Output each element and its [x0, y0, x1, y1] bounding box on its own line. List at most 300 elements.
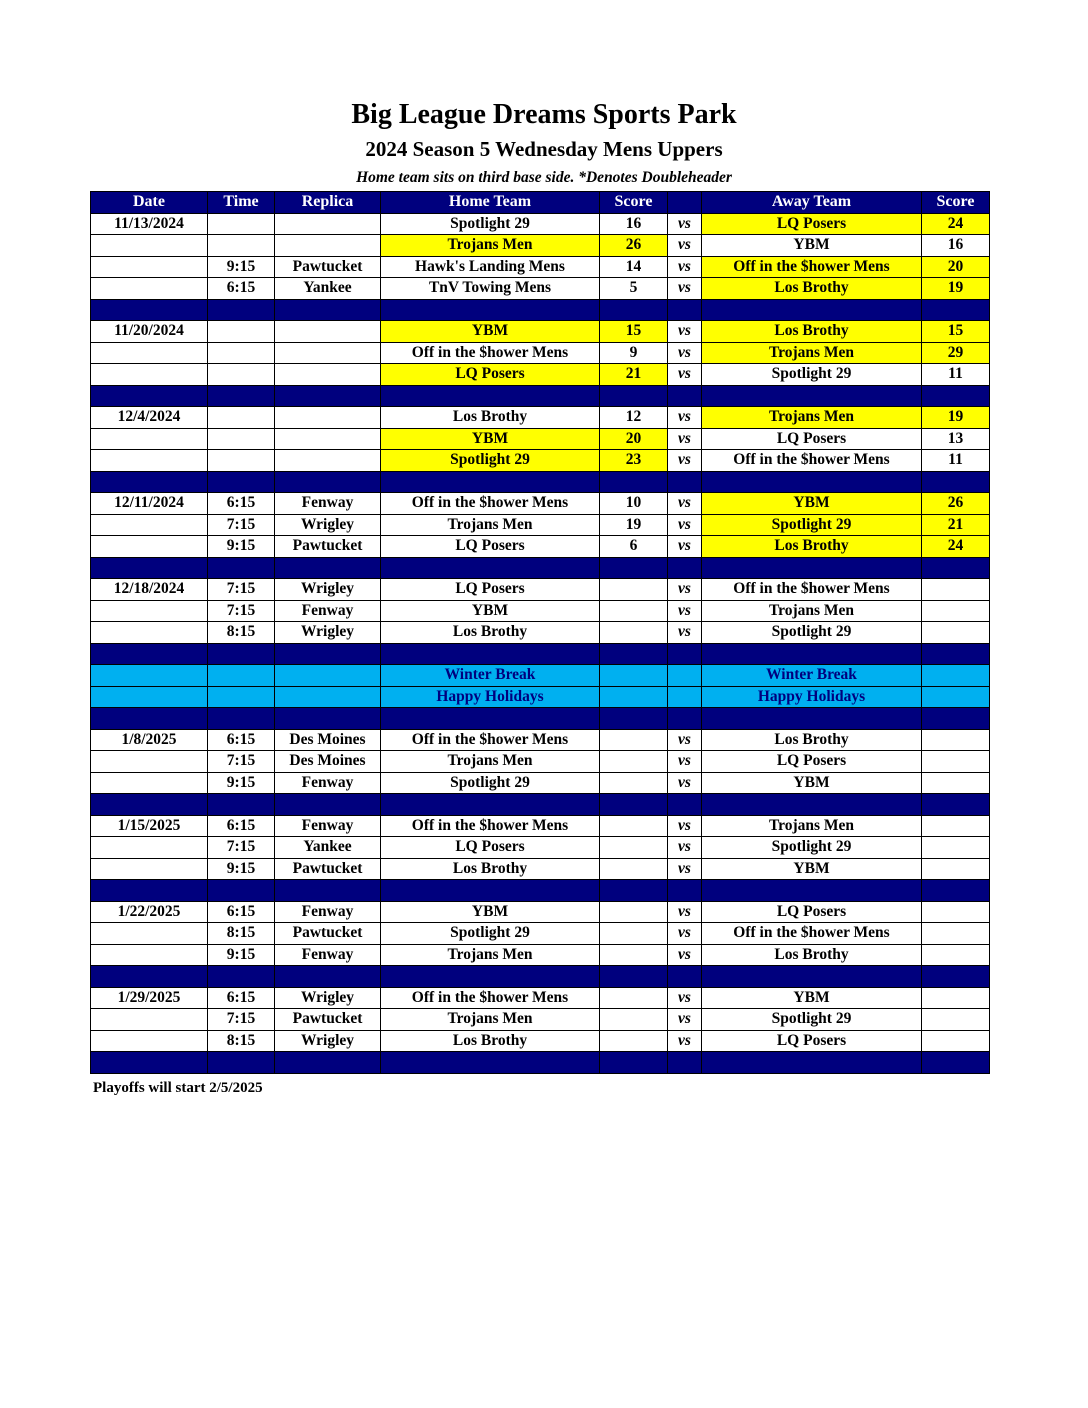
separator-cell: [600, 643, 668, 665]
separator-cell: [922, 385, 990, 407]
date-cell: [91, 751, 208, 773]
away-score-cell: [922, 901, 990, 923]
vs-cell: vs: [668, 751, 702, 773]
home-team-cell: LQ Posers: [381, 579, 600, 601]
separator-cell: [381, 794, 600, 816]
separator-cell: [275, 471, 381, 493]
schedule-table: [90, 191, 990, 1074]
time-cell: 6:15: [208, 729, 275, 751]
home-score-cell: 26: [600, 235, 668, 257]
away-team-cell: Trojans Men: [702, 600, 922, 622]
game-row: [91, 987, 990, 1009]
home-team-cell: Trojans Men: [381, 751, 600, 773]
col-header-date: Date: [91, 192, 208, 214]
game-row: [91, 213, 990, 235]
replica-cell: Yankee: [275, 278, 381, 300]
home-score-cell: 19: [600, 514, 668, 536]
col-header-home-score: Score: [600, 192, 668, 214]
home-team-cell: Trojans Men: [381, 235, 600, 257]
date-cell: [91, 944, 208, 966]
replica-cell: [275, 428, 381, 450]
separator-cell: [702, 385, 922, 407]
home-score-cell: [600, 686, 668, 708]
date-cell: 1/15/2025: [91, 815, 208, 837]
time-cell: 8:15: [208, 1030, 275, 1052]
away-team-cell: Spotlight 29: [702, 622, 922, 644]
separator-cell: [275, 966, 381, 988]
home-score-cell: [600, 858, 668, 880]
vs-cell: vs: [668, 450, 702, 472]
home-score-cell: [600, 772, 668, 794]
date-cell: [91, 342, 208, 364]
game-row: [91, 536, 990, 558]
separator-cell: [275, 1052, 381, 1074]
date-cell: [91, 514, 208, 536]
home-team-cell: Spotlight 29: [381, 213, 600, 235]
replica-cell: [275, 321, 381, 343]
separator-cell: [381, 557, 600, 579]
replica-cell: Fenway: [275, 815, 381, 837]
separator-row: [91, 557, 990, 579]
separator-cell: [275, 880, 381, 902]
replica-cell: Pawtucket: [275, 536, 381, 558]
home-score-cell: 10: [600, 493, 668, 515]
separator-cell: [702, 794, 922, 816]
replica-cell: Wrigley: [275, 987, 381, 1009]
separator-cell: [381, 471, 600, 493]
date-cell: [91, 450, 208, 472]
game-row: [91, 514, 990, 536]
replica-cell: [275, 450, 381, 472]
separator-row: [91, 880, 990, 902]
replica-cell: [275, 235, 381, 257]
time-cell: [208, 235, 275, 257]
game-row: [91, 751, 990, 773]
date-cell: 12/18/2024: [91, 579, 208, 601]
separator-cell: [922, 643, 990, 665]
vs-cell: vs: [668, 944, 702, 966]
home-team-cell: Off in the $hower Mens: [381, 493, 600, 515]
date-cell: [91, 536, 208, 558]
separator-cell: [208, 966, 275, 988]
away-score-cell: [922, 751, 990, 773]
date-cell: [91, 772, 208, 794]
vs-cell: vs: [668, 1030, 702, 1052]
home-score-cell: [600, 579, 668, 601]
replica-cell: Wrigley: [275, 579, 381, 601]
date-cell: [91, 622, 208, 644]
separator-cell: [600, 557, 668, 579]
game-row: [91, 944, 990, 966]
break-label-away: Happy Holidays: [702, 686, 922, 708]
vs-cell: vs: [668, 235, 702, 257]
vs-cell: vs: [668, 493, 702, 515]
replica-cell: Wrigley: [275, 514, 381, 536]
separator-cell: [91, 880, 208, 902]
away-team-cell: LQ Posers: [702, 901, 922, 923]
away-team-cell: Spotlight 29: [702, 514, 922, 536]
separator-cell: [381, 643, 600, 665]
separator-cell: [668, 557, 702, 579]
game-row: [91, 837, 990, 859]
game-row: [91, 428, 990, 450]
separator-cell: [91, 299, 208, 321]
separator-row: [91, 966, 990, 988]
home-team-cell: YBM: [381, 600, 600, 622]
away-team-cell: YBM: [702, 858, 922, 880]
away-score-cell: [922, 858, 990, 880]
home-score-cell: 20: [600, 428, 668, 450]
away-score-cell: [922, 772, 990, 794]
game-row: [91, 901, 990, 923]
replica-cell: Fenway: [275, 772, 381, 794]
game-row: [91, 729, 990, 751]
vs-cell: vs: [668, 923, 702, 945]
date-cell: 1/29/2025: [91, 987, 208, 1009]
separator-cell: [275, 299, 381, 321]
time-cell: 7:15: [208, 514, 275, 536]
separator-cell: [922, 880, 990, 902]
home-team-cell: Spotlight 29: [381, 923, 600, 945]
home-score-cell: 5: [600, 278, 668, 300]
home-score-cell: [600, 837, 668, 859]
separator-cell: [275, 385, 381, 407]
time-cell: 7:15: [208, 837, 275, 859]
home-team-cell: Spotlight 29: [381, 450, 600, 472]
time-cell: [208, 342, 275, 364]
away-score-cell: 21: [922, 514, 990, 536]
away-score-cell: 15: [922, 321, 990, 343]
away-score-cell: [922, 600, 990, 622]
date-cell: 12/11/2024: [91, 493, 208, 515]
home-score-cell: 23: [600, 450, 668, 472]
away-score-cell: [922, 815, 990, 837]
separator-cell: [702, 471, 922, 493]
separator-cell: [922, 966, 990, 988]
home-team-cell: Los Brothy: [381, 622, 600, 644]
home-team-cell: Trojans Men: [381, 514, 600, 536]
vs-cell: vs: [668, 321, 702, 343]
home-team-cell: Spotlight 29: [381, 772, 600, 794]
header-note: Home team sits on third base side. *Denotes Doubleheader: [356, 169, 732, 186]
away-team-cell: Off in the $hower Mens: [702, 923, 922, 945]
separator-cell: [600, 385, 668, 407]
col-header-replica: Replica: [275, 192, 381, 214]
date-cell: [91, 1009, 208, 1031]
game-row: [91, 450, 990, 472]
vs-cell: vs: [668, 364, 702, 386]
time-cell: 6:15: [208, 278, 275, 300]
home-score-cell: [600, 987, 668, 1009]
away-team-cell: Los Brothy: [702, 944, 922, 966]
home-team-cell: YBM: [381, 321, 600, 343]
separator-cell: [381, 880, 600, 902]
away-score-cell: [922, 923, 990, 945]
home-team-cell: TnV Towing Mens: [381, 278, 600, 300]
away-team-cell: Off in the $hower Mens: [702, 256, 922, 278]
col-header-away-score: Score: [922, 192, 990, 214]
separator-cell: [668, 299, 702, 321]
away-score-cell: [922, 686, 990, 708]
schedule-body: [91, 213, 990, 1073]
date-cell: [91, 235, 208, 257]
away-team-cell: YBM: [702, 493, 922, 515]
separator-cell: [208, 880, 275, 902]
separator-cell: [91, 966, 208, 988]
col-header-home-team: Home Team: [381, 192, 600, 214]
col-header-time: Time: [208, 192, 275, 214]
away-score-cell: 26: [922, 493, 990, 515]
home-score-cell: [600, 751, 668, 773]
break-row: [91, 686, 990, 708]
vs-cell: vs: [668, 256, 702, 278]
replica-cell: Pawtucket: [275, 923, 381, 945]
replica-cell: Fenway: [275, 600, 381, 622]
separator-cell: [668, 794, 702, 816]
time-cell: 8:15: [208, 622, 275, 644]
away-score-cell: [922, 1030, 990, 1052]
home-team-cell: LQ Posers: [381, 837, 600, 859]
separator-cell: [702, 880, 922, 902]
separator-cell: [668, 385, 702, 407]
page-title: Big League Dreams Sports Park: [351, 99, 737, 130]
replica-cell: Fenway: [275, 493, 381, 515]
separator-row: [91, 1052, 990, 1074]
time-cell: 9:15: [208, 256, 275, 278]
home-score-cell: [600, 600, 668, 622]
time-cell: 6:15: [208, 815, 275, 837]
time-cell: 7:15: [208, 751, 275, 773]
date-cell: [91, 364, 208, 386]
separator-row: [91, 299, 990, 321]
col-header-away-team: Away Team: [702, 192, 922, 214]
date-cell: [91, 923, 208, 945]
separator-cell: [91, 643, 208, 665]
separator-cell: [208, 471, 275, 493]
game-row: [91, 364, 990, 386]
game-row: [91, 256, 990, 278]
home-score-cell: [600, 923, 668, 945]
home-score-cell: 14: [600, 256, 668, 278]
home-team-cell: YBM: [381, 901, 600, 923]
separator-cell: [381, 966, 600, 988]
game-row: [91, 493, 990, 515]
separator-cell: [600, 1052, 668, 1074]
separator-row: [91, 385, 990, 407]
home-score-cell: 16: [600, 213, 668, 235]
game-row: [91, 1009, 990, 1031]
home-team-cell: LQ Posers: [381, 364, 600, 386]
break-row: [91, 665, 990, 687]
separator-cell: [702, 708, 922, 730]
separator-cell: [208, 794, 275, 816]
time-cell: 6:15: [208, 901, 275, 923]
home-score-cell: [600, 665, 668, 687]
separator-cell: [208, 1052, 275, 1074]
vs-cell: vs: [668, 1009, 702, 1031]
replica-cell: Des Moines: [275, 751, 381, 773]
home-score-cell: [600, 622, 668, 644]
away-score-cell: [922, 1009, 990, 1031]
vs-cell: vs: [668, 536, 702, 558]
replica-cell: Fenway: [275, 901, 381, 923]
time-cell: 9:15: [208, 944, 275, 966]
col-header-vs: [668, 192, 702, 214]
vs-cell: vs: [668, 772, 702, 794]
game-row: [91, 235, 990, 257]
date-cell: 1/22/2025: [91, 901, 208, 923]
vs-cell: vs: [668, 278, 702, 300]
away-score-cell: [922, 665, 990, 687]
away-team-cell: Trojans Men: [702, 342, 922, 364]
home-team-cell: Los Brothy: [381, 407, 600, 429]
date-cell: 12/4/2024: [91, 407, 208, 429]
time-cell: [208, 213, 275, 235]
separator-cell: [922, 1052, 990, 1074]
replica-cell: [275, 364, 381, 386]
home-score-cell: [600, 815, 668, 837]
vs-cell: vs: [668, 514, 702, 536]
time-cell: [208, 428, 275, 450]
separator-cell: [702, 557, 922, 579]
separator-cell: [668, 643, 702, 665]
home-team-cell: Trojans Men: [381, 1009, 600, 1031]
time-cell: 7:15: [208, 1009, 275, 1031]
away-score-cell: 11: [922, 364, 990, 386]
game-row: [91, 815, 990, 837]
home-score-cell: [600, 944, 668, 966]
home-team-cell: Hawk's Landing Mens: [381, 256, 600, 278]
away-team-cell: Spotlight 29: [702, 837, 922, 859]
replica-cell: Yankee: [275, 837, 381, 859]
separator-cell: [600, 880, 668, 902]
separator-cell: [91, 1052, 208, 1074]
away-team-cell: Los Brothy: [702, 729, 922, 751]
away-team-cell: LQ Posers: [702, 428, 922, 450]
replica-cell: [275, 407, 381, 429]
away-team-cell: Off in the $hower Mens: [702, 450, 922, 472]
vs-cell: vs: [668, 600, 702, 622]
game-row: [91, 407, 990, 429]
time-cell: [208, 686, 275, 708]
separator-cell: [600, 708, 668, 730]
away-team-cell: Los Brothy: [702, 321, 922, 343]
time-cell: [208, 407, 275, 429]
break-label-home: Winter Break: [381, 665, 600, 687]
vs-cell: [668, 665, 702, 687]
home-team-cell: Off in the $hower Mens: [381, 342, 600, 364]
vs-cell: vs: [668, 729, 702, 751]
home-score-cell: 6: [600, 536, 668, 558]
away-team-cell: Spotlight 29: [702, 364, 922, 386]
replica-cell: [275, 665, 381, 687]
separator-cell: [208, 643, 275, 665]
away-team-cell: YBM: [702, 772, 922, 794]
separator-cell: [91, 471, 208, 493]
separator-cell: [922, 471, 990, 493]
away-score-cell: 24: [922, 536, 990, 558]
away-score-cell: 11: [922, 450, 990, 472]
home-score-cell: 21: [600, 364, 668, 386]
away-score-cell: [922, 944, 990, 966]
game-row: [91, 923, 990, 945]
date-cell: 1/8/2025: [91, 729, 208, 751]
separator-cell: [600, 966, 668, 988]
table-header-row: [91, 192, 990, 214]
separator-row: [91, 643, 990, 665]
game-row: [91, 321, 990, 343]
replica-cell: [275, 342, 381, 364]
away-score-cell: 24: [922, 213, 990, 235]
separator-cell: [702, 966, 922, 988]
home-team-cell: Off in the $hower Mens: [381, 729, 600, 751]
separator-cell: [91, 794, 208, 816]
date-cell: [91, 1030, 208, 1052]
vs-cell: vs: [668, 837, 702, 859]
vs-cell: vs: [668, 622, 702, 644]
vs-cell: vs: [668, 987, 702, 1009]
time-cell: [208, 364, 275, 386]
away-team-cell: LQ Posers: [702, 751, 922, 773]
away-team-cell: YBM: [702, 235, 922, 257]
time-cell: 7:15: [208, 600, 275, 622]
game-row: [91, 342, 990, 364]
page-subtitle: 2024 Season 5 Wednesday Mens Uppers: [365, 137, 723, 161]
date-cell: [91, 837, 208, 859]
time-cell: [208, 321, 275, 343]
vs-cell: vs: [668, 407, 702, 429]
home-team-cell: Trojans Men: [381, 944, 600, 966]
game-row: [91, 278, 990, 300]
time-cell: [208, 450, 275, 472]
time-cell: 9:15: [208, 858, 275, 880]
separator-cell: [922, 299, 990, 321]
separator-cell: [208, 708, 275, 730]
home-score-cell: 12: [600, 407, 668, 429]
replica-cell: Des Moines: [275, 729, 381, 751]
separator-cell: [668, 880, 702, 902]
date-cell: [91, 600, 208, 622]
away-score-cell: [922, 729, 990, 751]
separator-cell: [275, 794, 381, 816]
time-cell: 7:15: [208, 579, 275, 601]
away-team-cell: LQ Posers: [702, 213, 922, 235]
separator-cell: [381, 708, 600, 730]
vs-cell: vs: [668, 858, 702, 880]
away-team-cell: Spotlight 29: [702, 1009, 922, 1031]
date-cell: 11/20/2024: [91, 321, 208, 343]
away-score-cell: 19: [922, 278, 990, 300]
date-cell: 11/13/2024: [91, 213, 208, 235]
date-cell: [91, 256, 208, 278]
separator-cell: [922, 794, 990, 816]
vs-cell: vs: [668, 901, 702, 923]
home-team-cell: LQ Posers: [381, 536, 600, 558]
separator-cell: [208, 299, 275, 321]
date-cell: [91, 686, 208, 708]
separator-cell: [91, 385, 208, 407]
playoffs-note: Playoffs will start 2/5/2025: [93, 1080, 263, 1096]
away-team-cell: Trojans Men: [702, 407, 922, 429]
time-cell: 6:15: [208, 493, 275, 515]
separator-cell: [208, 385, 275, 407]
game-row: [91, 622, 990, 644]
vs-cell: vs: [668, 815, 702, 837]
separator-cell: [208, 557, 275, 579]
time-cell: 6:15: [208, 987, 275, 1009]
separator-cell: [275, 557, 381, 579]
separator-cell: [668, 966, 702, 988]
